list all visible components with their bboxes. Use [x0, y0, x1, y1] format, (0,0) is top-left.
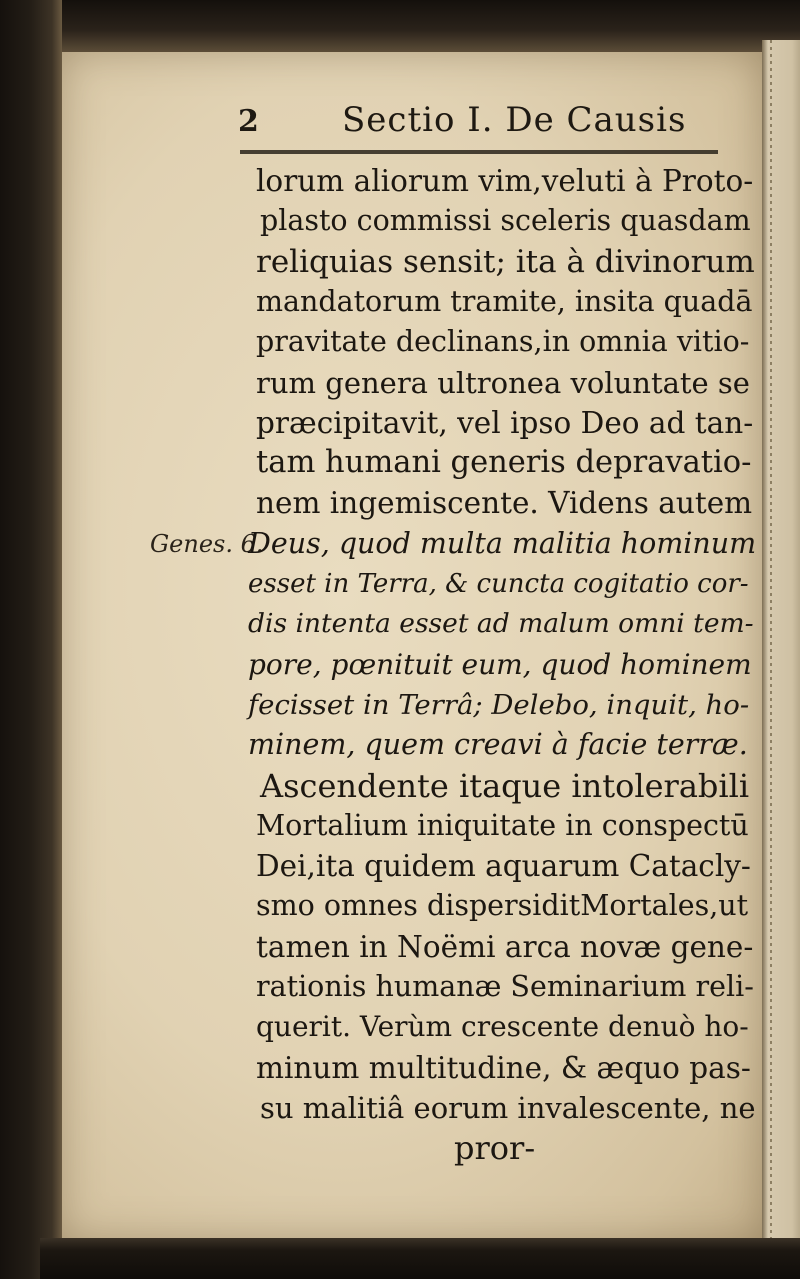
- running-title: Sectio I. De Causis: [342, 100, 687, 140]
- text-line: pore, pœnituit eum, quod hominem: [248, 647, 752, 681]
- page-edge: [762, 40, 800, 1240]
- margin-note: Genes. 6.: [150, 530, 264, 558]
- text-line: mandatorum tramite, insita quadā: [256, 284, 753, 318]
- text-line: Mortalium iniquitate in conspectū: [256, 808, 749, 842]
- text-line: fecisset in Terrâ; Delebo, inquit, ho-: [248, 688, 750, 721]
- text-line: pror-: [454, 1129, 536, 1168]
- text-line: rum genera ultronea voluntate se: [256, 365, 750, 400]
- scan-background-top: [0, 0, 800, 52]
- text-line: Ascendente itaque intolerabili: [260, 766, 750, 805]
- page-header: [238, 100, 718, 150]
- page-number: 2: [238, 104, 259, 139]
- text-line: rationis humanæ Seminarium reli-: [256, 970, 754, 1003]
- scan-background-bottom: [40, 1238, 800, 1279]
- text-line: tam humani generis depravatio-: [256, 445, 752, 481]
- text-line: dis intenta esset ad malum omni tem-: [248, 608, 754, 640]
- text-line: Dei,ita quidem aquarum Catacly-: [256, 849, 751, 884]
- header-rule: [240, 150, 718, 154]
- text-line: reliquias sensit; ita à divinorum: [256, 243, 755, 280]
- text-line: Deus, quod multa malitia hominum: [248, 526, 757, 560]
- text-line: nem ingemiscente. Videns autem: [256, 486, 753, 521]
- text-line: querit. Verùm crescente denuò ho-: [256, 1010, 749, 1044]
- text-line: minum multitudine, & æquo pas-: [256, 1050, 751, 1085]
- text-line: pravitate declinans,in omnia vitio-: [256, 325, 750, 359]
- text-line: su malitiâ eorum invalescente, ne: [260, 1090, 756, 1125]
- text-line: plasto commissi sceleris quasdam: [260, 204, 751, 238]
- scan-background-left: [0, 0, 62, 1279]
- text-line: tamen in Noëmi arca novæ gene-: [256, 929, 754, 964]
- text-line: smo omnes dispersiditMortales,ut: [256, 889, 749, 923]
- text-line: præcipitavit, vel ipso Deo ad tan-: [256, 405, 754, 440]
- text-line: minem, quem creavi à facie terræ.: [248, 728, 748, 762]
- text-line: lorum aliorum vim,veluti à Proto-: [256, 164, 754, 198]
- text-line: esset in Terra, & cuncta cogitatio cor-: [248, 569, 749, 599]
